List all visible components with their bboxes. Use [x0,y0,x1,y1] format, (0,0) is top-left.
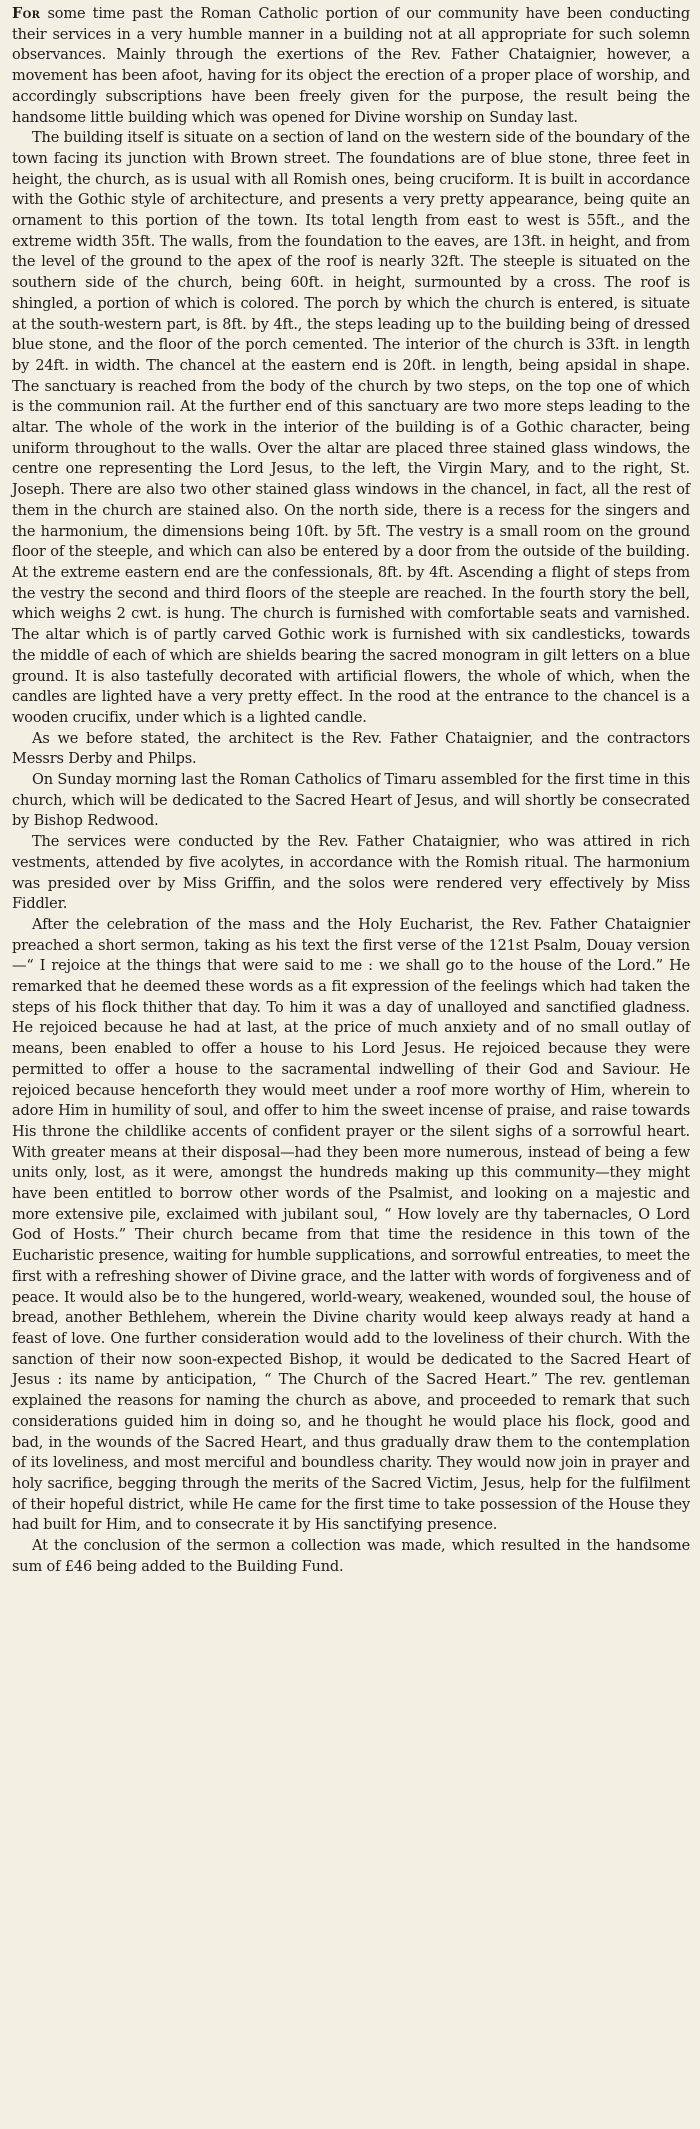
opening-word: For [12,5,41,22]
paragraph-architect: As we before stated, the architect is the Rev. Father Chataignier, and the contractors Messrs Derby and Philps. [12,730,690,768]
paragraph-services: The services were conducted by the Rev. Father Chataignier, who was attired in rich vestments, attended by five acolytes, in accordance with the Romish ritual. The harmonium was presided over by Miss Griffin, and the solos were rendered very effectively by Miss Fiddler. [12,834,690,913]
paragraph-introduction-text: some time past the Roman Catholic portion of our community have been conducting their services in a very humble manner in a building not at all appropriate for such solemn observances. Mainly through the exertions of the Rev. Father Chataignier, however, a movement has been afoot, having for its object the erection of a proper place of worship, and accordingly subscriptions have been freely given for the purpose, the result being the handsome little building which was opened for Divine worship on Sunday last. [12,6,690,126]
paragraph-collection: At the conclusion of the sermon a collection was made, which resulted in the handsome sum of £46 being added to the Building Fund. [12,1538,690,1575]
paragraph-sermon: After the celebration of the mass and the Holy Eucharist, the Rev. Father Chataignier preached a short sermon, taking as his text the first verse of the 121st Psalm, Douay version—“ I rejoice at the things that were said to me : we shall go to the house of the Lord.” He remarked that he deemed these words as a fit expression of the feelings which had taken the steps of his flock thither that day. To him it was a day of unalloyed and sanctified gladness. He rejoiced because he had at last, at the price of much anxiety and of no small outlay of means, been enabled to offer a house to his Lord Jesus. He rejoiced because they were permitted to offer a house to the sacramental indwelling of their God and Saviour. He rejoiced because henceforth they would meet under a roof more worthy of Him, wherein to adore Him in humility of soul, and offer to him the sweet incense of praise, and raise towards His throne the childlike accents of confident prayer or the silent sighs of a sorrowful heart. With greater means at their disposal—had they been more numerous, instead of being a few units only, lost, as it were, amongst the hundreds making up this community—they might have been entitled to borrow other words of the Psalmist, and looking on a majestic and more extensive pile, exclaimed with jubilant soul, “ How lovely are thy tabernacles, O Lord God of Hosts.” Their church became from that time the residence in this town of the Eucharistic presence, waiting for humble supplications, and sorrowful entreaties, to meet the first with a refreshing shower of Divine grace, and the latter with words of forgiveness and of peace. It would also be to the hungered, world-weary, weakened, wounded soul, the house of bread, another Bethlehem, wherein the Divine charity would keep always ready at hand a feast of love. One further consideration would add to the loveliness of their church. With the sanction of their now soon-expected Bishop, it would be dedicated to the Sacred Heart of Jesus : its name by anticipation, “ The Church of the Sacred Heart.” The rev. gentleman explained the reasons for naming the church as above, and proceeded to remark that such considerations guided him in doing so, and he thought he would place his flock, good and bad, in the wounds of the Sacred Heart, and thus gradually draw them to the contemplation of its loveliness, and most merciful and boundless charity. They would now join in prayer and holy sacrifice, begging through the merits of the Sacred Victim, Jesus, help for the fulfilment of their hopeful district, while He came for the first time to take possession of the House they had built for Him, and to consecrate it by His sanctifying presence. [12,916,690,1534]
paragraph-sunday-assembly: On Sunday morning last the Roman Catholics of Timaru assembled for the first time in this church, which will be dedicated to the Sacred Heart of Jesus, and will shortly be consecrated by Bishop Redwood. [12,772,690,830]
paragraph-introduction [12,4,690,128]
paragraph-building-description: The building itself is situate on a section of land on the western side of the boundary of the town facing its junction with Brown street. The foundations are of blue stone, three feet in height, the church, as is usual with all Romish ones, being cruciform. It is built in accordance with the Gothic style of architecture, and presents a very pretty appearance, being quite an ornament to this portion of the town. Its total length from east to west is 55ft., and the extreme width 35ft. The walls, from the foundation to the eaves, are 13ft. in height, and from the level of the ground to the apex of the roof is nearly 32ft. The steeple is situated on the southern side of the church, being 60ft. in height, surmounted by a cross. The roof is shingled, a portion of which is colored. The porch by which the church is entered, is situate at the south-western part, is 8ft. by 4ft., the steps leading up to the building being of dressed blue stone, and the floor of the porch cemented. The interior of the church is 33ft. in length by 24ft. in width. The chancel at the eastern end is 20ft. in length, being apsidal in shape. The sanctuary is reached from the body of the church by two steps, on the top one of which is the communion rail. At the further end of this sanctuary are two more steps leading to the altar. The whole of the work in the interior of the building is of a Gothic character, being uniform throughout to the walls. Over the altar are placed three stained glass windows, the centre one representing the Lord Jesus, to the left, the Virgin Mary, and to the right, St. Joseph. There are also two other stained glass windows in the chancel, in fact, all the rest of them in the church are stained also. On the north side, there is a recess for the singers and the harmonium, the dimensions being 10ft. by 5ft. The vestry is a small room on the ground floor of the steeple, and which can also be entered by a door from the outside of the building. At the extreme eastern end are the confessionals, 8ft. by 4ft. Ascending a flight of steps from the vestry the second and third floors of the steeple are reached. In the fourth story the bell, which weighs 2 cwt. is hung. The church is furnished with comfortable seats and varnished. The altar which is of partly carved Gothic work is furnished with six candlesticks, towards the middle of each of which are shields bearing the sacred monogram in gilt letters on a blue ground. It is also tastefully decorated with artificial flowers, the whole of which, when the candles are lighted have a very pretty effect. In the rood at the entrance to the chancel is a wooden crucifix, under which is a lighted candle. [12,130,690,726]
article-body [12,4,690,1577]
